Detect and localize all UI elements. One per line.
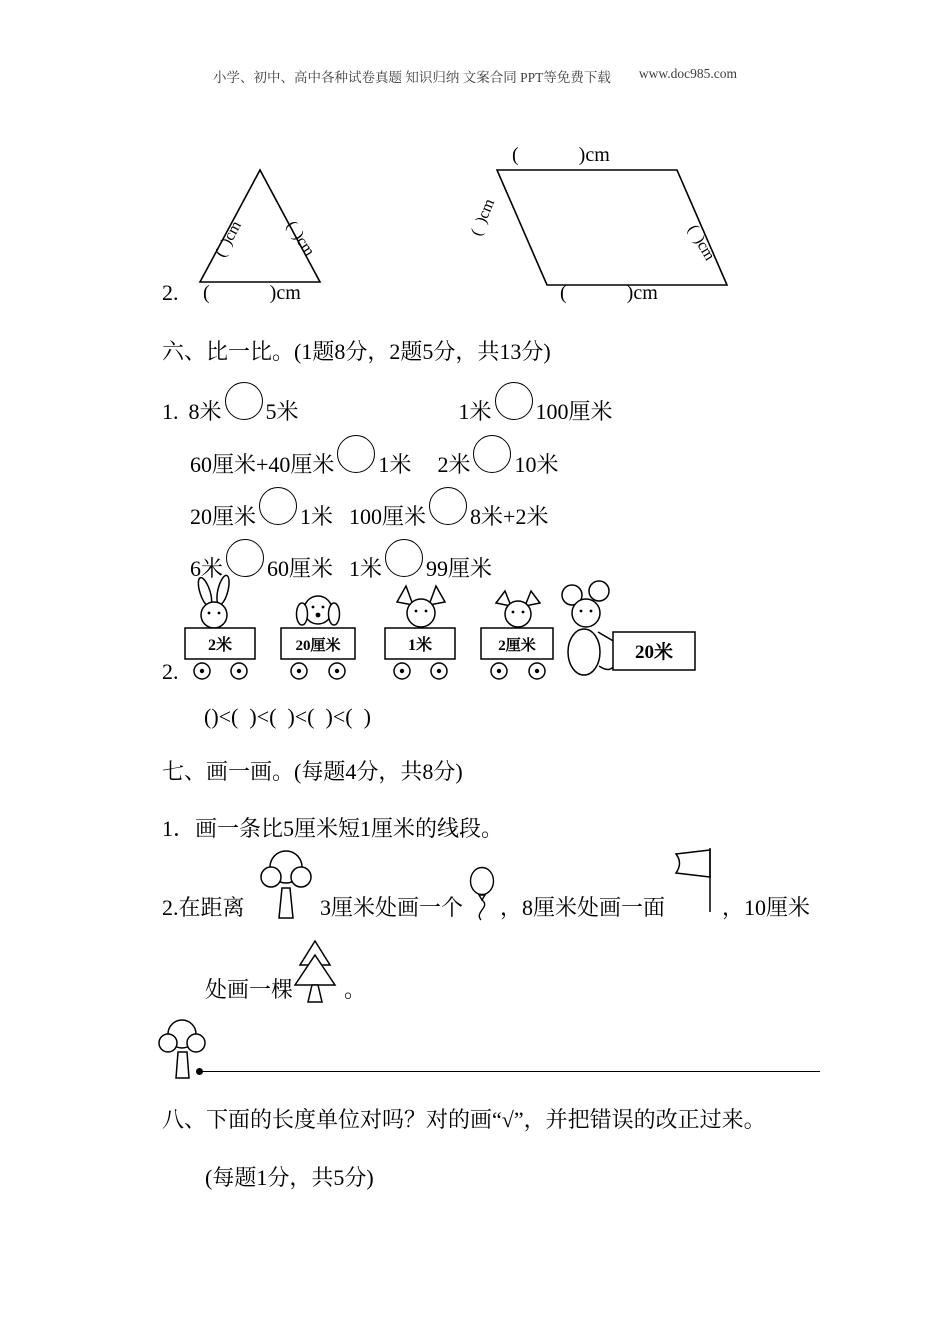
q2-number: 2. xyxy=(162,659,179,684)
draw-q1-text: 1．画一条比5厘米短1厘米的线段。 xyxy=(162,816,504,841)
sign-text-1: 2米 xyxy=(207,637,233,654)
page-header xyxy=(0,66,950,86)
fox-icon xyxy=(397,586,445,627)
balloon-icon xyxy=(466,866,498,922)
parallelogram-right-side-label: ( )cm xyxy=(684,222,719,264)
draw-q2-text-3: ，8厘米处画一面 xyxy=(500,895,666,920)
parallelogram-left-side-label: ( )cm xyxy=(468,196,499,239)
tree-icon xyxy=(258,846,314,930)
draw-q2-text-1: 2.在距离 xyxy=(162,895,245,920)
drawing-baseline xyxy=(200,1071,820,1072)
compare-value: 99厘米 xyxy=(426,556,493,582)
compare-value: 2米 xyxy=(437,452,471,478)
measure-question-number: 2. xyxy=(162,280,179,305)
draw-q2-text-4: ，10厘米 xyxy=(722,895,811,920)
compare-value: 5米 xyxy=(265,399,299,425)
compare-row-2 xyxy=(190,448,558,486)
dog-icon xyxy=(297,596,340,625)
rabbit-icon xyxy=(196,574,232,628)
sign-text-3: 1米 xyxy=(407,637,433,654)
draw-q2-text-6: 。 xyxy=(344,977,367,1002)
header-promo-text: 小学、初中、高中各种试卷真题 知识归纳 文案合同 PPT等免费下载 xyxy=(213,70,611,85)
section-eight-title: 八、下面的长度单位对吗？对的画“√”，并把错误的改正过来。 xyxy=(162,1107,766,1132)
q1-number: 1. xyxy=(162,399,179,425)
animal-train-illustration xyxy=(155,570,705,688)
triangle-right-side-label: ( )cm xyxy=(282,218,318,260)
compare-row-3 xyxy=(190,500,548,538)
compare-value: 8米 xyxy=(188,399,222,425)
flag-icon xyxy=(666,844,718,916)
ordering-answer-blanks: ()<( )<( )<( )<( ) xyxy=(204,704,371,729)
compare-value: 100厘米 xyxy=(535,399,613,425)
compare-value: 1米 xyxy=(458,399,492,425)
header-site-link[interactable]: www.doc985.com xyxy=(638,66,737,81)
sign-text-2: 20厘米 xyxy=(295,638,341,654)
compare-value: 60厘米 xyxy=(267,556,334,582)
compare-value: 10米 xyxy=(514,452,559,478)
compare-value: 1米 xyxy=(378,452,412,478)
draw-q2-text-5: 处画一棵 xyxy=(205,977,294,1002)
compare-value: 8米+2米 xyxy=(470,504,549,530)
triangle-left-side-label: ( )cm xyxy=(212,218,245,260)
compare-value: 60厘米+40厘米 xyxy=(190,452,335,478)
comparison-circle xyxy=(337,435,375,473)
sign-text-4: 2厘米 xyxy=(498,638,536,654)
triangle-shape xyxy=(160,158,370,298)
section-six-title: 六、比一比。(1题8分，2题5分，共13分) xyxy=(162,339,551,364)
comparison-circle xyxy=(473,435,511,473)
comparison-circle xyxy=(259,487,297,525)
compare-value: 6米 xyxy=(190,556,224,582)
draw-q2-text-2: 3厘米处画一个 xyxy=(320,895,464,920)
compare-value: 1米 xyxy=(300,504,334,530)
section-eight-subtitle: (每题1分，共5分) xyxy=(205,1165,374,1190)
comparison-circle xyxy=(225,382,263,420)
parallelogram-bottom-label: ( )cm xyxy=(560,282,658,304)
compare-row-1 xyxy=(162,395,613,433)
triangle-bottom-label: ( )cm xyxy=(203,282,301,304)
parallelogram-top-label: ( )cm xyxy=(512,144,610,166)
pine-tree-icon xyxy=(292,938,338,1012)
comparison-circle xyxy=(429,487,467,525)
compare-value: 1米 xyxy=(349,556,383,582)
comparison-circle xyxy=(495,382,533,420)
section-seven-title: 七、画一画。(每题4分，共8分) xyxy=(162,759,463,784)
compare-value: 100厘米 xyxy=(349,504,427,530)
sign-text-5: 20米 xyxy=(634,642,674,663)
compare-value: 20厘米 xyxy=(190,504,257,530)
cat-icon xyxy=(496,591,540,627)
